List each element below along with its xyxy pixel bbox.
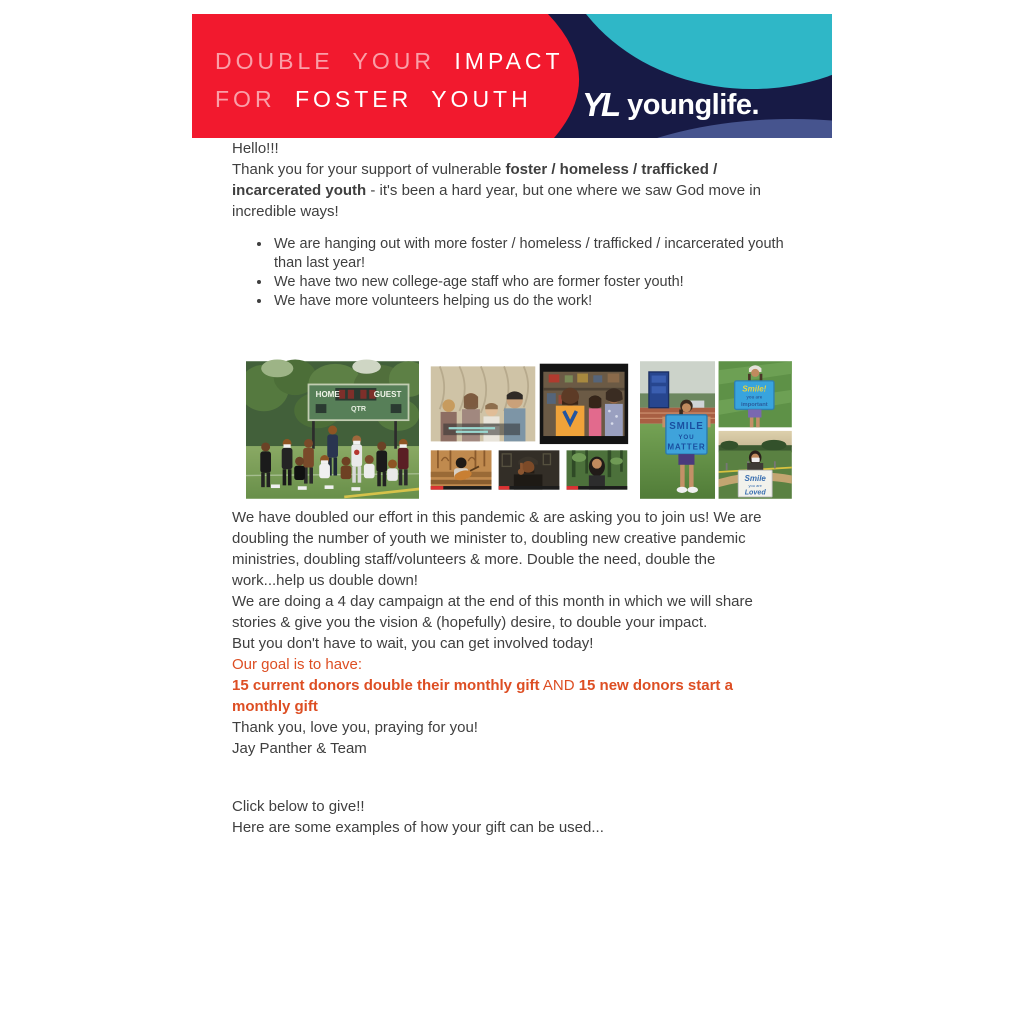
campaign-paragraph: We are doing a 4 day campaign at the end of this month in which we will share stories & give you the vision & (hopefully) desire, to double your impact.	[232, 593, 753, 631]
sign-text: Loved	[744, 488, 766, 497]
greeting-text: Hello!!!	[232, 140, 279, 157]
headline-light-text: DOUBLE YOUR	[215, 48, 436, 74]
closing-thanks-text: Thank you, love you, praying for you!	[232, 719, 478, 736]
sign-text: MATTER	[667, 442, 706, 452]
sign-text: Smile	[744, 473, 767, 483]
video-guitar-church	[431, 450, 492, 489]
email-content	[192, 138, 832, 838]
cta-give-text: Click below to give!!	[232, 798, 365, 815]
video-family-bookshelf	[540, 364, 628, 444]
list-item: • We are hanging out with more foster / homeless / trafficked / incarcerated youth than last year!	[272, 235, 792, 273]
photo-sign-matter	[640, 361, 715, 499]
sign-text: important	[741, 401, 768, 408]
intro-paragraph	[232, 159, 792, 222]
goal-and-text: AND	[539, 677, 579, 694]
goal-statement	[232, 675, 792, 717]
intro-prefix: Thank you for your support of vulnerable	[232, 161, 506, 178]
goal-bold-1: 15 current donors double their monthly gift	[232, 677, 540, 694]
photo-row	[232, 353, 792, 507]
video-call-collage[interactable]	[429, 353, 630, 503]
younglife-wordmark: younglife.	[627, 89, 760, 121]
scoreboard-home-label: HOME	[315, 389, 340, 399]
email-body	[192, 14, 832, 838]
video-family-stonewall	[431, 366, 535, 441]
sign-text: you are	[748, 483, 763, 489]
goal-intro-text: Our goal is to have:	[232, 656, 363, 673]
scoreboard-guest-label: GUEST	[373, 389, 402, 399]
sign-text: you are	[746, 394, 763, 400]
list-item: • We have more volunteers helping us do the work!	[272, 292, 792, 311]
highlights-list	[232, 235, 792, 311]
younglife-yl-icon: YL	[582, 86, 619, 123]
cta-examples-text: Here are some examples of how your gift can be used...	[232, 819, 604, 836]
banner-headline-line1	[215, 42, 564, 80]
field-group-photo[interactable]	[246, 353, 419, 507]
video-man-pointing	[499, 450, 560, 489]
sign-text: YOU	[678, 433, 695, 441]
header-banner-image[interactable]	[192, 14, 832, 138]
banner-headline	[215, 42, 564, 118]
sign-text: Smile!	[742, 384, 767, 394]
photo-sign-important	[719, 361, 792, 427]
scoreboard-qtr-label: QTR	[350, 405, 367, 414]
double-down-paragraph: We have doubled our effort in this pandemic & are asking you to join us! We are doubling the number of youth we minister to, doubling new creative pandemic ministries, doubling staff/volunteers & more. Double the need, double the work...help us double down!	[232, 509, 762, 589]
intro-bold-phrase: foster / homeless / trafficked / incarcerated youth	[232, 161, 718, 199]
sign-text: SMILE	[669, 421, 704, 433]
younglife-logo	[582, 86, 759, 124]
goal-bold-2: 15 new donors start a monthly gift	[232, 677, 733, 715]
banner-headline-line2	[215, 80, 564, 118]
cta-block	[232, 796, 792, 838]
headline-bold-text: IMPACT	[454, 48, 564, 74]
get-involved-paragraph: But you don't have to wait, you can get involved today!	[232, 635, 594, 652]
headline-bold-text: FOSTER YOUTH	[294, 86, 532, 112]
signature-text: Jay Panther & Team	[232, 740, 367, 757]
video-woman-forest	[567, 450, 628, 489]
photo-sign-loved	[719, 431, 792, 499]
list-item: • We have two new college-age staff who are former foster youth!	[272, 273, 792, 292]
signs-collage[interactable]	[640, 353, 792, 507]
headline-light-text: FOR	[215, 86, 276, 112]
intro-suffix: - it's been a hard year, but one where we saw God move in incredible ways!	[232, 182, 761, 220]
